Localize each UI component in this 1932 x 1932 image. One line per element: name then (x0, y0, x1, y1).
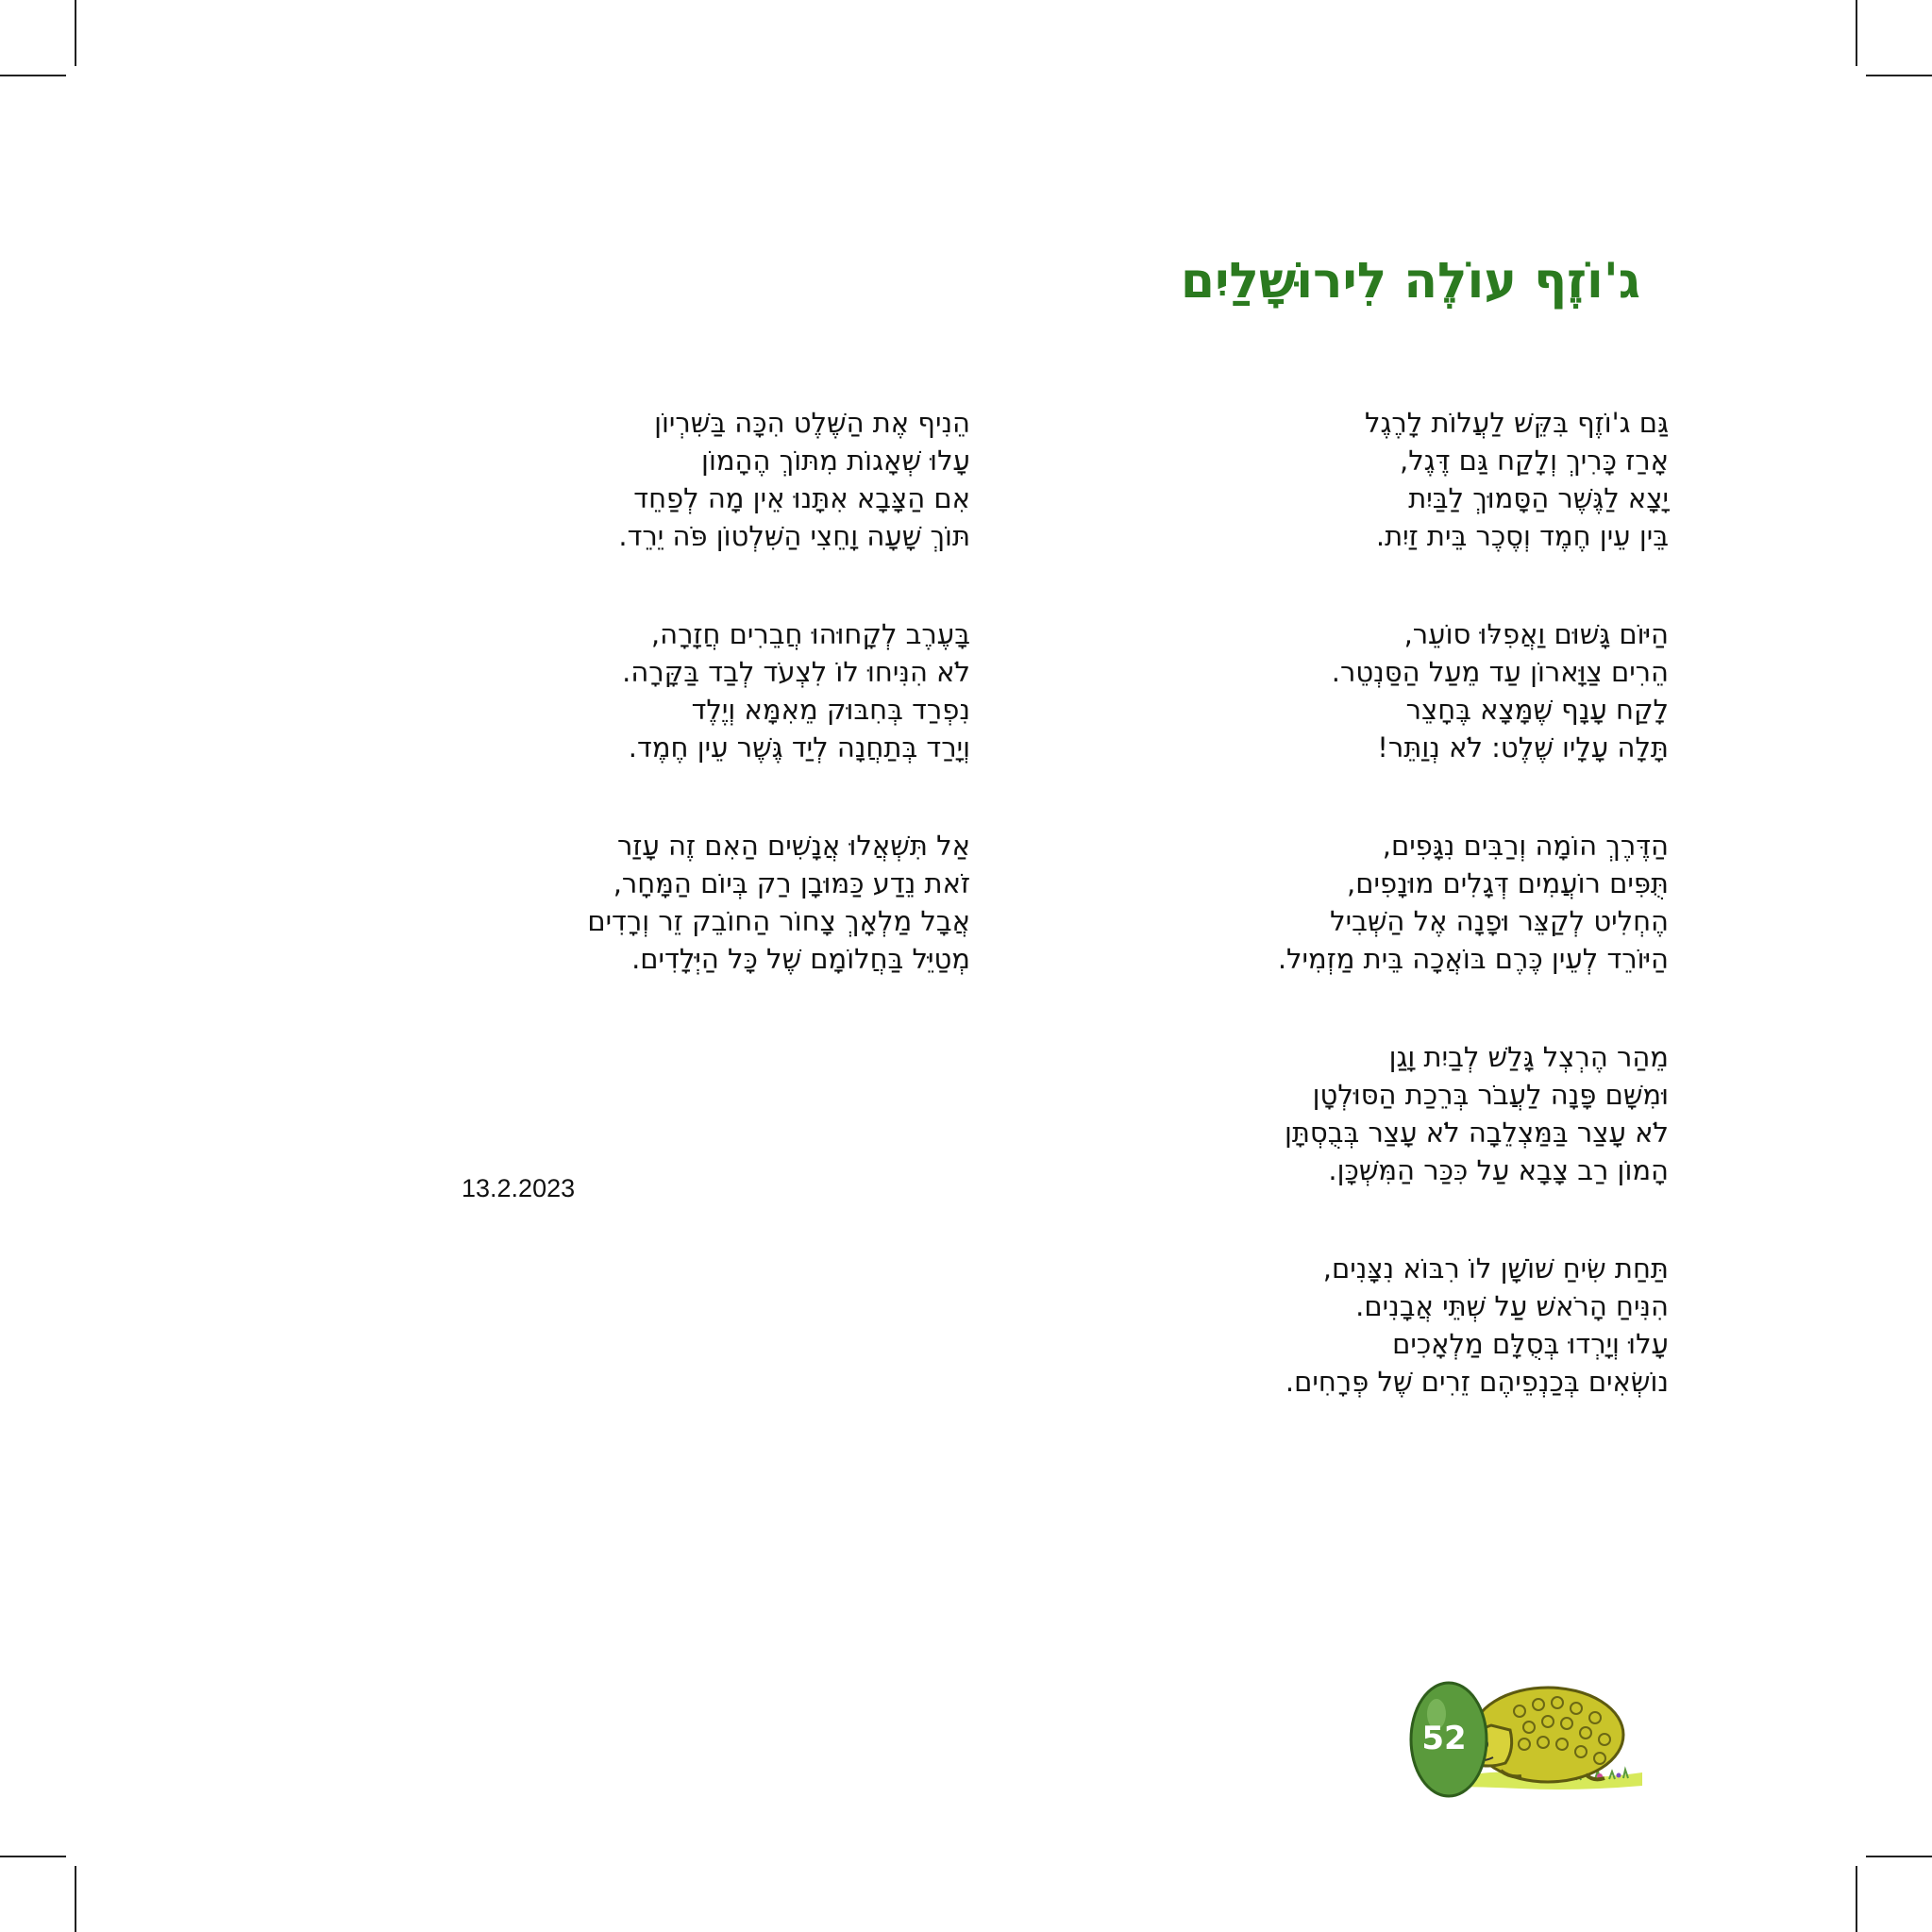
poem-line: מֵהַר הֶרְצְל גָּלַשׁ לְבַיִת וָגַן (1388, 1041, 1669, 1073)
poem-line: תָּלָה עָלָיו שֶׁלֶט: לֹא נְוַתֵּר! (1377, 731, 1669, 764)
poem-line: הַיּוֹרֵד לְעֵין כֶּרֶם בּוֹאֲכָה בֵּית מַזְמִיל. (1277, 943, 1669, 975)
poem-stanza (479, 615, 970, 766)
poem-line: אֲבָל מַלְאָךְ צָחוֹר הַחוֹבֵק זֵר וְרָדִים (587, 905, 970, 937)
poem-stanza (1178, 404, 1669, 555)
crop-mark-bottom-right-h (1866, 1856, 1932, 1857)
poem-line: זֹאת נֵדַע כַּמּוּבָן רַק בְּיוֹם הַמָּחָר, (613, 867, 970, 899)
poem-line: מְטַיֵּל בַּחֲלוֹמָם שֶׁל כָּל הַיְּלָדִים. (631, 943, 970, 975)
poem-line: הַדֶּרֶךְ הוֹמָה וְרַבִּים נִגָּפִים, (1382, 830, 1669, 862)
poem-line: אָרַז כָּרִיךְ וְלָקַח גַּם דֶּגֶל, (1399, 445, 1669, 477)
poem-stanza (479, 827, 970, 978)
crop-mark-top-left-v (75, 0, 76, 66)
poem-line: הַיּוֹם גָּשׁוּם וַאֲפִלּוּ סוֹעֵר, (1403, 618, 1669, 650)
poem-line: תּוֹךְ שָׁעָה וָחֵצִי הַשִּׁלְטוֹן פֹּה יֵרֵד. (618, 520, 970, 552)
poem-line: הֶחְלִיט לְקַצֵּר וּפָנָה אֶל הַשְּׁבִיל (1330, 905, 1669, 937)
poem-stanza (1178, 615, 1669, 766)
poem-line: הִנִּיחַ הָרֹאשׁ עַל שְׁתֵּי אֲבָנִים. (1355, 1290, 1669, 1322)
page-number: 52 (1421, 1720, 1467, 1757)
poem-line: יָצָא לַגֶּשֶׁר הַסָּמוּךְ לַבַּיִת (1408, 482, 1669, 514)
poem-title: ג'וֹזֶף עוֹלֶה לִירוּשָׁלַיִם (1180, 253, 1640, 310)
poem-line: עָלוּ וְיָרְדוּ בְּסֻלָּם מַלְאָכִים (1392, 1328, 1669, 1360)
poem-line: לֹא עָצַר בַּמַּצְלֵבָה לֹא עָצַר בְּבֻסְתָּן (1284, 1117, 1669, 1149)
poem-line: נוֹשְׂאִים בְּכַנְפֵיהֶם זֵרִים שֶׁל פְּרָחִים. (1285, 1366, 1669, 1398)
poem-line: תַּחַת שִׂיחַ שׁוֹשָׁן לוֹ רִבּוֹא נִצָּנִים, (1322, 1252, 1669, 1285)
poem-line: גַּם ג'וֹזֶף בִּקֵּשׁ לַעֲלוֹת לָרֶגֶל (1364, 407, 1669, 439)
poem-line: הֵרִים צַוָּארוֹן עַד מֵעַל הַסַּנְטֵר. (1331, 656, 1669, 688)
poem-line: בָּעֶרֶב לְקָחוּהוּ חֲבֵרִים חֲזָרָה, (650, 618, 970, 650)
poem-line: לֹא הִנִּיחוּ לוֹ לִצְעֹד לְבַד בַּקָּרָה. (622, 656, 970, 688)
poem-stanza (479, 404, 970, 555)
poem-line: אַל תִּשְׁאֲלוּ אֲנָשִׁים הַאִם זֶה עָזַר (616, 830, 970, 862)
crop-mark-bottom-right-v (1856, 1866, 1857, 1932)
crop-mark-bottom-left-h (0, 1856, 66, 1857)
poem-line: וּמִשָּׁם פָּנָה לַעֲבֹר בְּרֵכַת הַסּוּלְטָן (1312, 1079, 1669, 1111)
poem-line: הֵנִיף אֶת הַשֶּׁלֶט הִכָּה בַּשִּׁרְיוֹן (654, 407, 970, 439)
poem-line: בֵּין עֵין חֶמֶד וְסֶכֶר בֵּית זַיִת. (1375, 520, 1669, 552)
poem-line: עָלוּ שְׁאָגוֹת מִתּוֹךְ הֶהָמוֹן (701, 445, 970, 477)
poem-line: אִם הַצָּבָא אִתָּנוּ אֵין מָה לְפַחֵד (633, 482, 970, 514)
poem-column-right (1178, 404, 1669, 1461)
poem-line: הָמוֹן רַב צָבָא עַל כִּכַּר הַמִּשְׁכָּן. (1328, 1154, 1669, 1186)
poem-line: תֻּפִּים רוֹעֲמִים דְּגָלִים מוּנָפִים, (1347, 867, 1669, 899)
poem-line: נִפְרַד בְּחִבּוּק מֵאִמָּא וְיֶלֶד (691, 694, 970, 726)
poem-date: 13.2.2023 (462, 1174, 576, 1202)
poem-stanza (1178, 827, 1669, 978)
crop-mark-top-right-h (1866, 75, 1932, 76)
crop-mark-bottom-left-v (75, 1866, 76, 1932)
crop-mark-top-right-v (1856, 0, 1857, 66)
crop-mark-top-left-h (0, 75, 66, 76)
poem-line: לָקַח עָנָף שֶׁמָּצָא בֶּחָצֵר (1405, 694, 1669, 726)
poem-line: וְיָרַד בְּתַחֲנָה לְיַד גֶּשֶׁר עֵין חֶמֶד. (628, 731, 970, 764)
poem-stanza (1178, 1038, 1669, 1189)
poem-stanza (1178, 1250, 1669, 1401)
poem-column-left (479, 404, 970, 1038)
